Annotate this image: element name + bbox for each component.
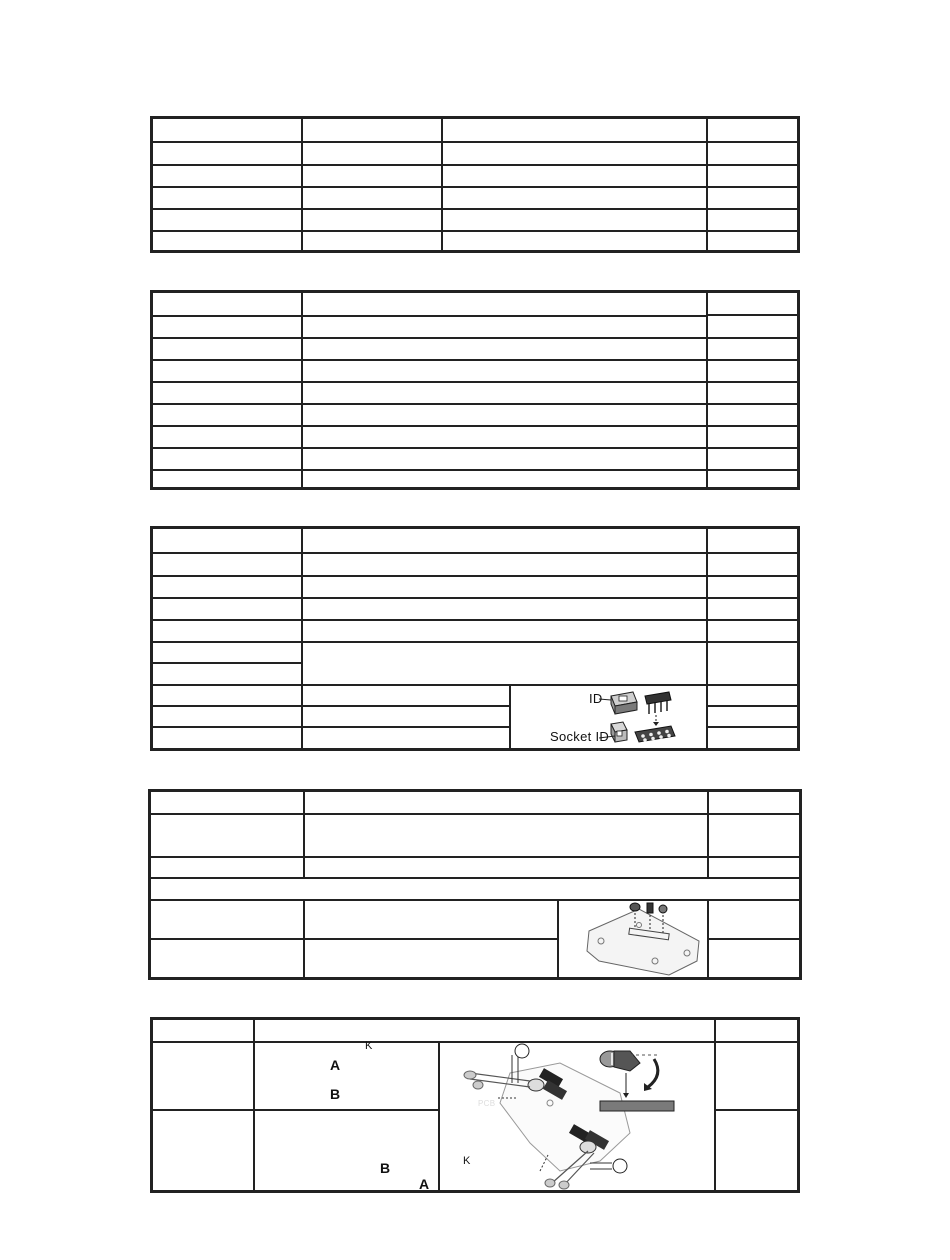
row-divider [151,877,799,879]
header-divider [153,315,706,317]
column-divider [253,1020,255,1190]
parts-table-3 [150,526,800,751]
column-divider [706,293,708,487]
row-divider [153,186,797,188]
column-divider [441,119,443,250]
label-a-lower: A [419,1176,430,1192]
row-divider [153,705,509,707]
row-divider [153,425,797,427]
parts-table-2 [150,290,800,490]
pcb-mounting-figure [559,901,707,977]
id-socket-drawing [599,692,637,714]
row-divider [153,641,797,643]
pcb-label: PCB [478,1099,496,1108]
row-divider [706,314,797,316]
k-callout-upper [515,1044,529,1058]
row-divider [153,469,797,471]
row-divider [153,164,797,166]
column-divider [706,119,708,250]
header-divider [153,141,797,143]
row-divider [153,359,797,361]
row-divider [153,381,797,383]
label-k-upper: K [365,1040,373,1052]
row-divider [153,726,509,728]
label-b-lower: B [380,1160,391,1176]
row-divider [153,337,797,339]
led-board-figure [440,1043,714,1190]
row-divider [707,938,799,940]
row-divider [153,208,797,210]
column-divider [303,792,305,878]
column-divider [301,293,303,487]
column-divider [714,1020,716,1190]
column-divider [707,792,709,878]
row-divider [714,1109,797,1111]
row-divider [151,938,557,940]
led-bending-inset [600,1051,674,1111]
column-divider [303,899,305,977]
column-divider [301,529,303,748]
socket-id-drawing [599,722,675,742]
header-divider [151,813,799,815]
label-b-upper: B [330,1086,341,1102]
k-callout-lower [613,1159,627,1173]
chip-drawing [645,692,671,726]
row-divider [153,447,797,449]
row-divider [151,856,799,858]
header-divider [153,552,797,554]
label-k-lower: K [463,1155,471,1167]
parts-table-4 [148,789,802,980]
socket-id-label: Socket ID [550,729,610,744]
row-divider [706,705,797,707]
column-divider [707,899,709,977]
row-divider [153,403,797,405]
parts-table-1 [150,116,800,253]
row-divider [153,575,797,577]
row-divider [706,726,797,728]
row-divider [153,597,797,599]
row-divider [153,230,797,232]
id-label: ID [589,691,603,706]
parts-table-5 [150,1017,800,1193]
label-a-upper: A [330,1057,341,1073]
column-divider [301,119,303,250]
row-divider [153,619,797,621]
row-divider [153,662,301,664]
column-divider [706,529,708,748]
row-divider [153,1109,438,1111]
